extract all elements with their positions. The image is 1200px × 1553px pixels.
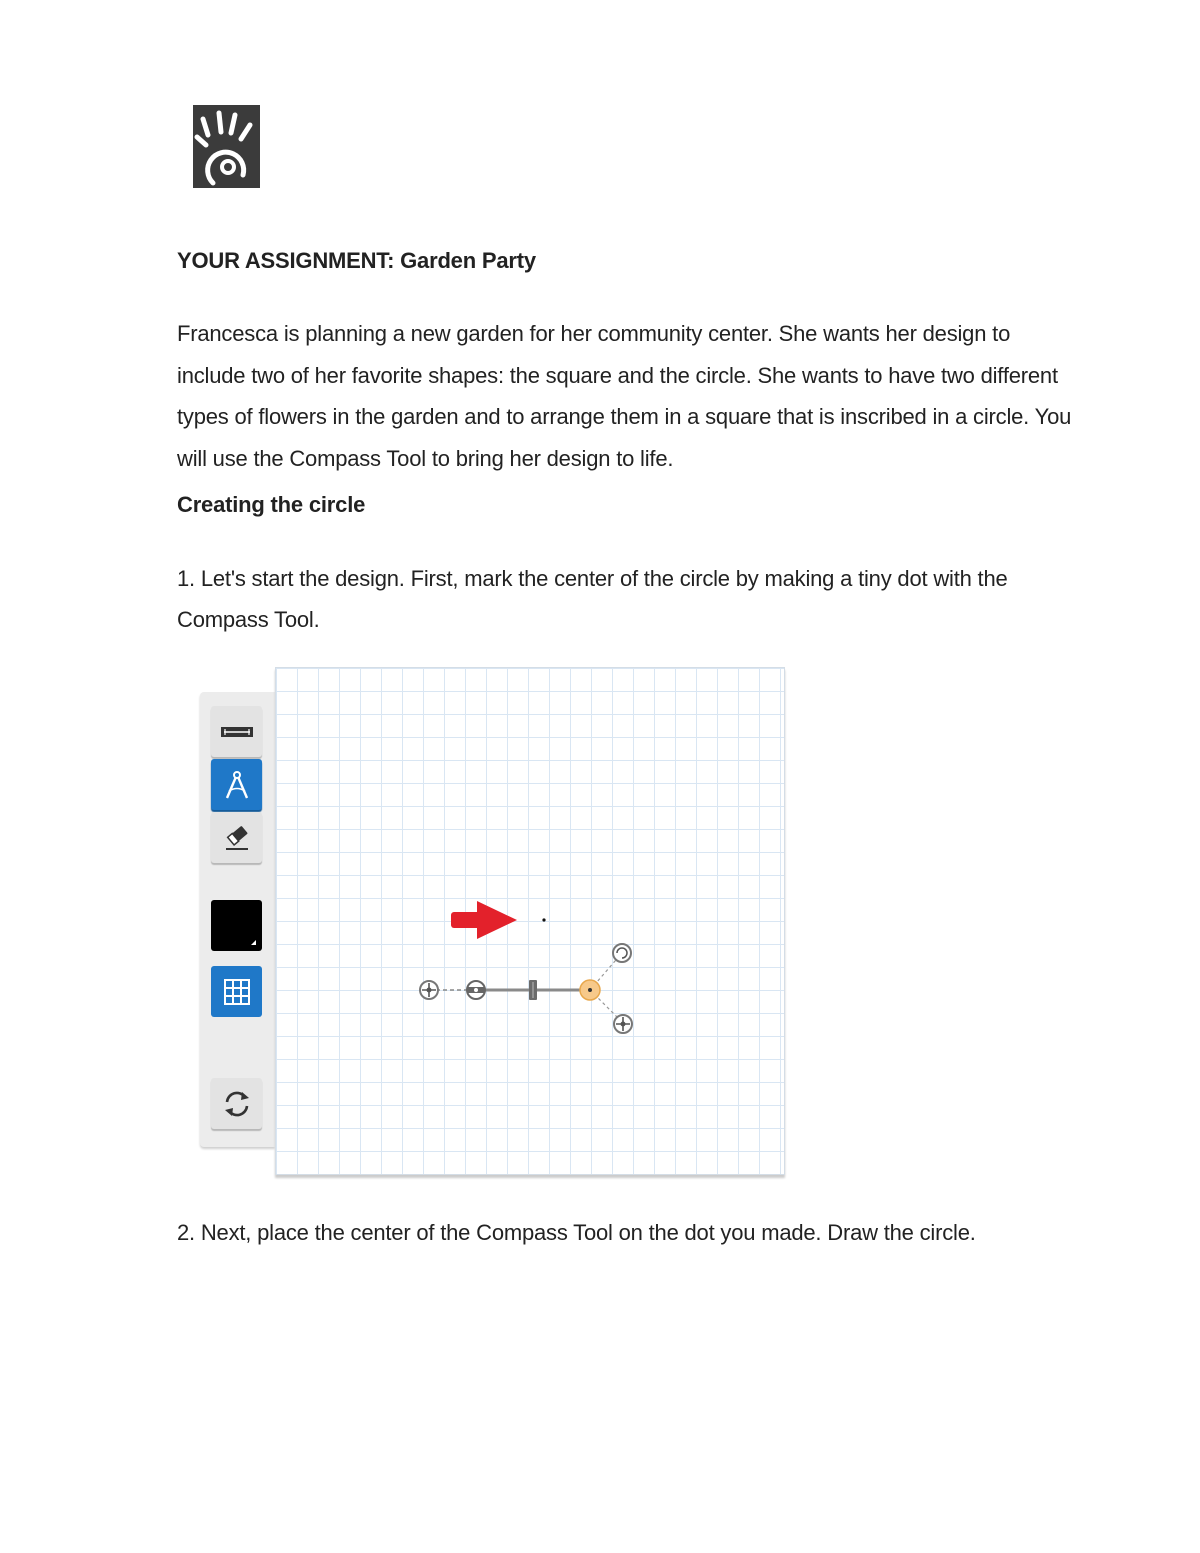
color-picker-button[interactable]	[211, 900, 262, 951]
grid-toggle-button[interactable]	[211, 966, 262, 1017]
move-handle-icon[interactable]	[420, 981, 438, 999]
compass-tool[interactable]	[420, 944, 632, 1033]
eraser-tool-button[interactable]	[211, 812, 262, 863]
grid-icon	[224, 979, 250, 1005]
logo	[193, 105, 260, 188]
ruler-tool-button[interactable]	[211, 706, 262, 757]
move-handle-secondary-icon[interactable]	[614, 1015, 632, 1033]
compass-hinge-icon[interactable]	[467, 981, 485, 999]
canvas-overlay	[276, 668, 784, 1174]
rotate-handle-icon[interactable]	[613, 944, 631, 962]
eraser-icon	[221, 822, 253, 854]
compass-slider-icon[interactable]	[529, 980, 537, 1000]
center-dot	[542, 918, 545, 921]
color-swatch-corner-icon	[211, 900, 262, 951]
section-heading: Creating the circle	[177, 492, 366, 517]
step-2-text: 2. Next, place the center of the Compass Tool on the dot you made. Draw the circle.	[177, 1220, 976, 1245]
compass-pivot-icon[interactable]	[580, 980, 600, 1000]
compass-icon	[220, 768, 254, 802]
ruler-icon	[220, 725, 254, 739]
step-1-text: 1. Let's start the design. First, mark the center of the circle by making a tiny dot with the Compass Tool.	[177, 566, 1008, 632]
reset-button[interactable]	[211, 1078, 262, 1129]
compass-tool-button[interactable]	[211, 759, 262, 810]
assignment-title: YOUR ASSIGNMENT: Garden Party	[177, 248, 536, 273]
drawing-canvas[interactable]	[275, 667, 785, 1175]
intro-paragraph: Francesca is planning a new garden for her community center. She wants her design to include two of her favorite shapes: the square and the circle. She wants to have two different types of flowers in the garden and to arrange them in a square that is inscribed in a circle. You will use the Compass Tool to bring her design to life.	[177, 321, 1072, 471]
red-arrow-icon	[451, 901, 517, 939]
tool-panel	[200, 692, 275, 1147]
reset-icon	[221, 1088, 253, 1120]
